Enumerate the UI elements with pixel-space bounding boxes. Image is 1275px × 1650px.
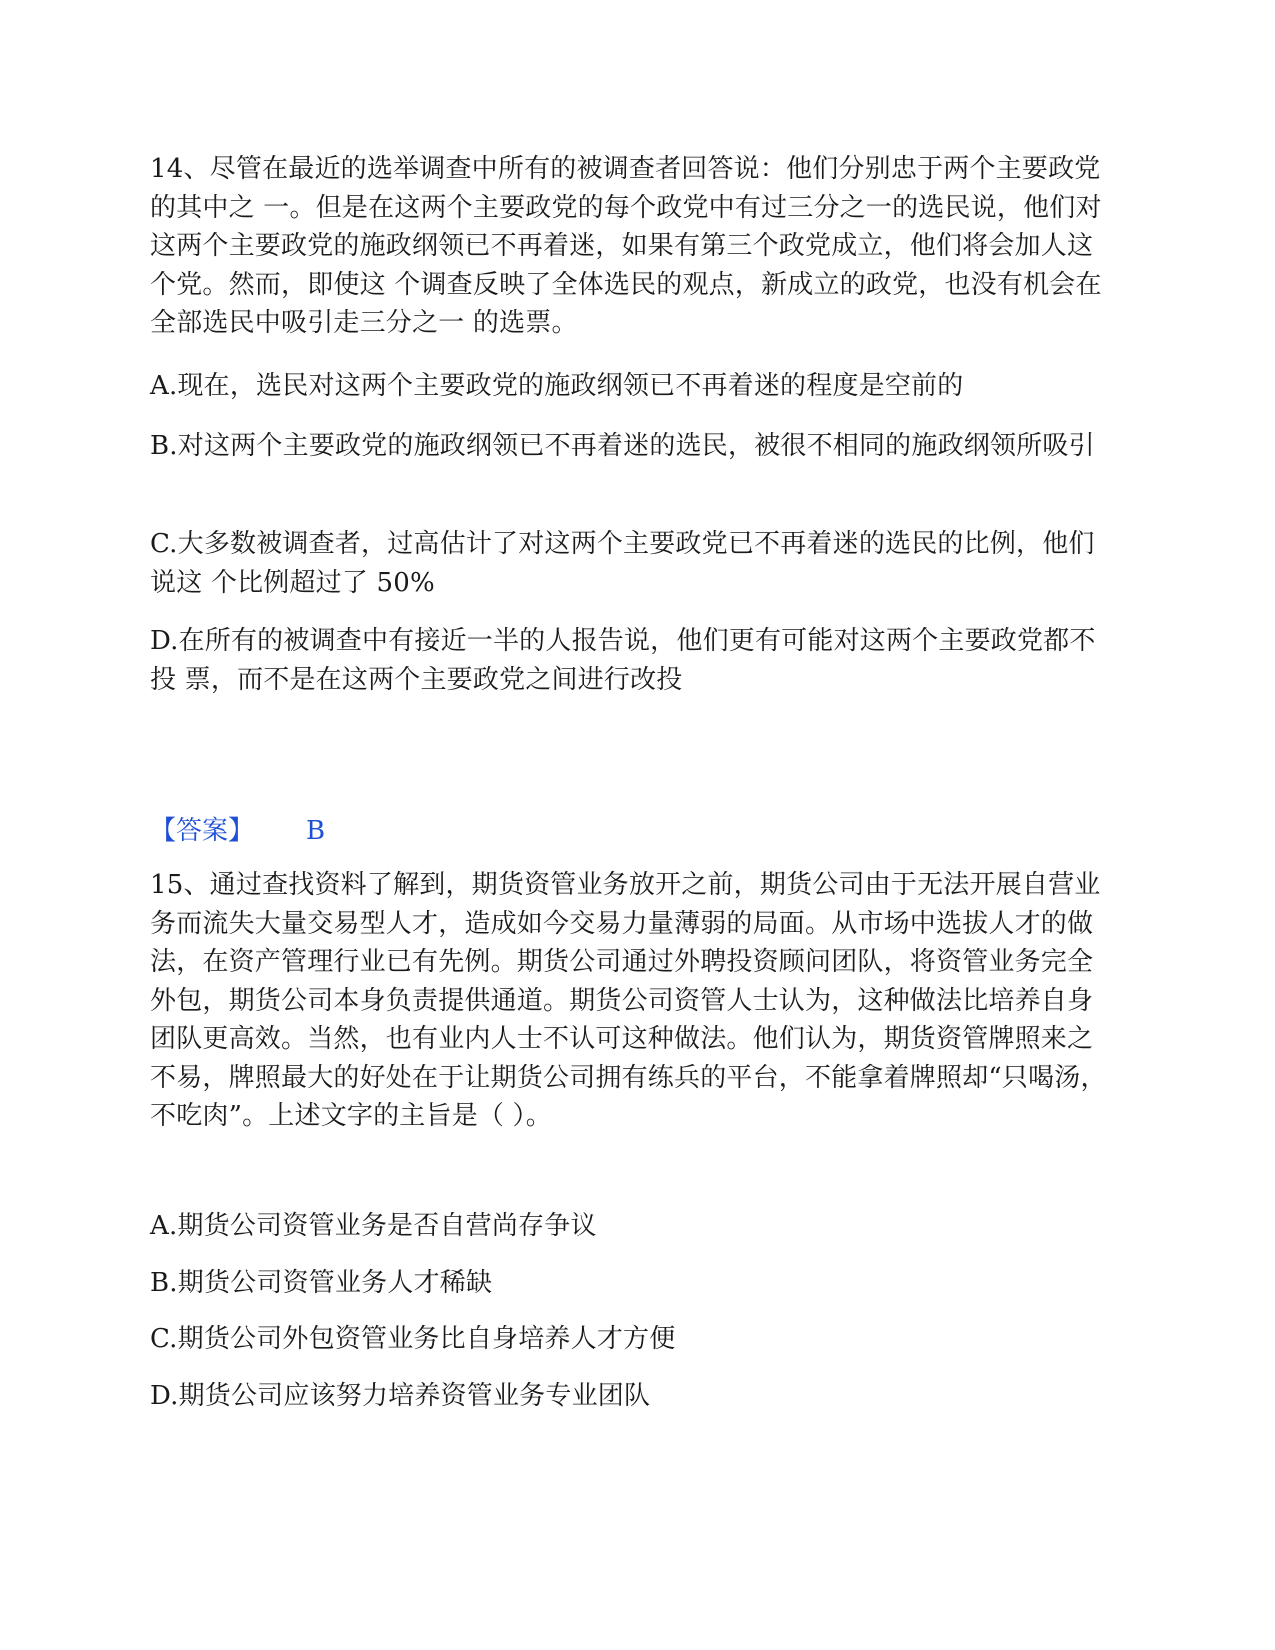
question-14-stem: 14、尽管在最近的选举调查中所有的被调查者回答说：他们分别忠于两个主要政党的其中之 一。但是在这两个主要政党的每个政党中有过三分之一的选民说，他们对这两个主要政党的施政纲领已不再着迷，如果有第三个政党成立，他们将会加人这个党。然而，即使这 个调查反映了全体选民的观点，新成立的政党，也没有机会在全部选民中吸引走三分之一 的选票。 bbox=[150, 154, 1102, 338]
question-15-option-a: A.期货公司资管业务是否自营尚存争议 bbox=[150, 1211, 597, 1241]
question-14-option-c: C.大多数被调查者，过高估计了对这两个主要政党已不再着迷的选民的比例，他们说这 个比例超过了 50% bbox=[150, 529, 1095, 598]
question-15-option-c: C.期货公司外包资管业务比自身培养人才方便 bbox=[150, 1324, 676, 1354]
question-15-option-d: D.期货公司应该努力培养资管业务专业团队 bbox=[150, 1381, 651, 1411]
answer-label: 【答案】 bbox=[150, 816, 255, 846]
question-14-option-a: A.现在，选民对这两个主要政党的施政纲领已不再着迷的程度是空前的 bbox=[150, 371, 964, 401]
question-14-option-b: B.对这两个主要政党的施政纲领已不再着迷的选民，被很不相同的施政纲领所吸引 bbox=[150, 431, 1095, 461]
answer-value: B bbox=[306, 816, 326, 846]
question-15-option-b: B.期货公司资管业务人才稀缺 bbox=[150, 1268, 493, 1298]
answer-line bbox=[150, 812, 325, 850]
question-15-stem: 15、通过查找资料了解到，期货资管业务放开之前，期货公司由于无法开展自营业务而流失大量交易型人才，造成如今交易力量薄弱的局面。从市场中选拔人才的做法，在资产管理行业已有先例。期货公司通过外聘投资顾问团队，将资管业务完全外包，期货公司本身负责提供通道。期货公司资管人士认为，这种做法比培养自身团队更高效。当然，也有业内人士不认可这种做法。他们认为，期货资管牌照来之不易，牌照最大的好处在于让期货公司拥有练兵的平台，不能拿着牌照却“只喝汤，不吃肉”。上述文字的主旨是（ ）。 bbox=[150, 870, 1107, 1131]
question-14-option-d: D.在所有的被调查中有接近一半的人报告说，他们更有可能对这两个主要政党都不投 票，而不是在这两个主要政党之间进行改投 bbox=[150, 626, 1096, 695]
